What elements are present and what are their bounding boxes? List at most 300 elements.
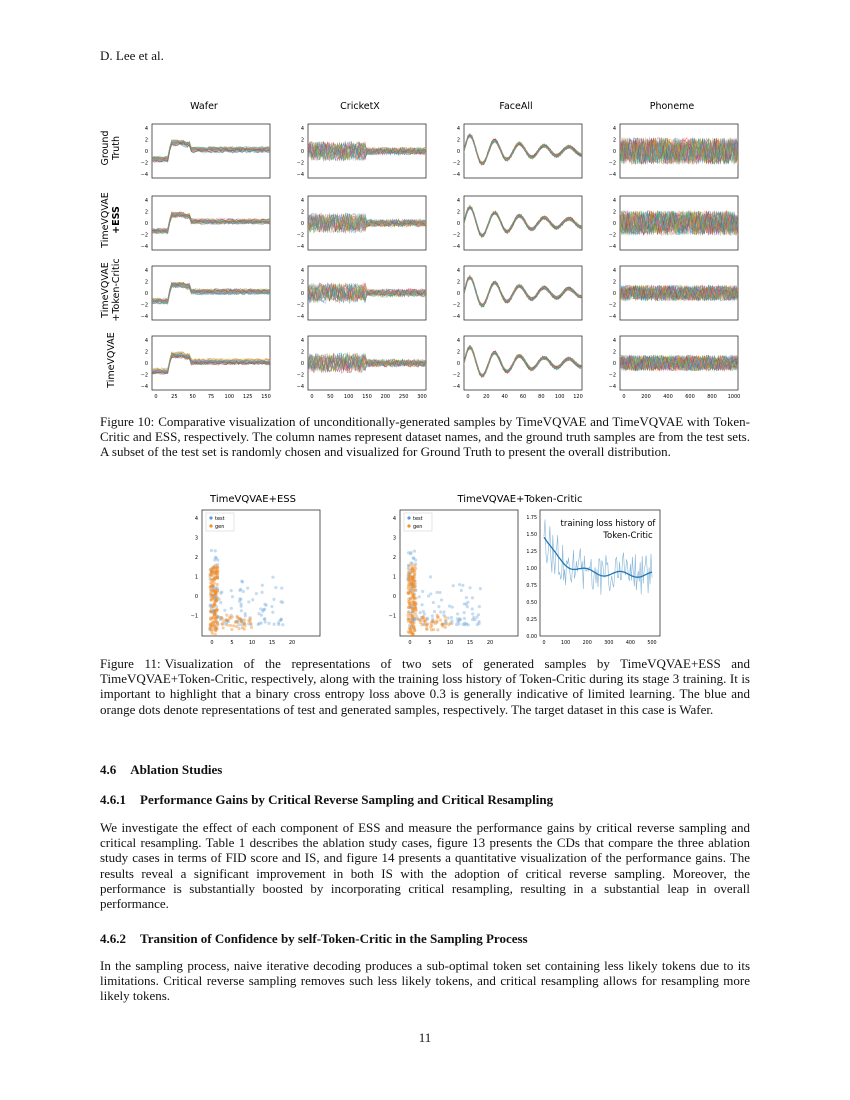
y-tick-label: −4	[452, 384, 460, 390]
x-tick-label: 100	[224, 394, 235, 400]
legend-gen-marker	[407, 524, 410, 527]
gen-point	[441, 625, 444, 628]
y-tick-label: −2	[452, 160, 460, 167]
y-tick-label: −4	[452, 314, 460, 320]
panel-title-ess: TimeVQVAE+ESS	[210, 494, 296, 505]
gen-point	[444, 622, 447, 625]
test-point	[260, 614, 263, 617]
y-tick-label: −2	[140, 160, 148, 167]
gen-point	[425, 624, 428, 627]
y-tick-label: 0	[144, 221, 148, 227]
column-title-wafer: Wafer	[190, 101, 218, 112]
panel-r1-c0	[141, 196, 270, 250]
test-point	[422, 610, 425, 613]
legend-gen-label: gen	[215, 524, 225, 530]
y-tick-label: 0	[300, 149, 304, 155]
y-tick-label: −4	[452, 172, 460, 178]
y-tick-label: −4	[608, 244, 616, 250]
gen-point	[410, 564, 413, 567]
y-tick-label: 4	[456, 338, 460, 344]
test-point	[452, 584, 455, 587]
gen-point	[225, 614, 228, 617]
legend-test-label: test	[413, 516, 423, 522]
gen-point	[240, 620, 243, 623]
gen-point	[406, 614, 409, 617]
gen-point	[243, 618, 246, 621]
paragraph-4-6-1: We investigate the effect of each component of ESS and measure the performance gains by critical reverse sampling and critical resampling. Table 1 describes the ablation study cases, figure 13 presents the CDs that compare the three ablation study cases in terms of FID score and IS, and figure 14 presents a quantitative visualization of the performance gains. The results reveal a significant improvement in both IS with the adoption of critical reverse sampling. Moreover, the performance is substantially boosted by incorporating critical resampling, resulting in a substantial leap in overall performance.	[100, 820, 750, 912]
x-tick-label: 100	[343, 394, 354, 400]
gen-point	[436, 628, 439, 631]
y-tick-label: −2	[608, 160, 616, 167]
gen-point	[407, 564, 410, 567]
test-point	[471, 612, 474, 615]
row-labels	[100, 131, 122, 389]
gen-point	[214, 587, 217, 590]
gen-point	[409, 602, 412, 605]
gen-point	[229, 624, 232, 627]
y-tick-label: −4	[452, 244, 460, 250]
y-tick-label: 4	[456, 126, 460, 132]
y-tick-label: 0	[456, 221, 460, 227]
y-tick-label: −2	[140, 372, 148, 379]
y-tick-label: 0.75	[526, 583, 537, 589]
column-title-phoneme: Phoneme	[649, 101, 695, 112]
gen-point	[228, 617, 231, 620]
test-point	[240, 580, 243, 583]
y-tick-label: 2	[300, 209, 304, 216]
test-point	[467, 623, 470, 626]
y-tick-label: 4	[300, 198, 304, 204]
y-tick-label: −4	[296, 244, 304, 250]
test-point	[230, 607, 233, 610]
y-tick-label: 2	[194, 555, 198, 561]
y-tick-label: 1.75	[526, 515, 537, 521]
test-point	[223, 609, 226, 612]
gen-point	[444, 619, 447, 622]
figure-10	[90, 96, 750, 408]
y-tick-label: 2	[144, 279, 148, 286]
gen-point	[423, 620, 426, 623]
y-tick-label: 0	[144, 361, 148, 367]
gen-point	[407, 606, 410, 609]
y-tick-label: 1.50	[526, 532, 537, 538]
test-point	[418, 595, 421, 598]
test-point	[272, 623, 275, 626]
panel-r3-c1	[297, 336, 427, 400]
gen-point	[212, 566, 215, 569]
panel-r2-c3	[609, 266, 738, 320]
y-tick-label: 4	[456, 198, 460, 204]
scatter-token-critic	[389, 510, 518, 646]
test-point	[281, 623, 284, 626]
gen-point	[235, 625, 238, 628]
gen-point	[210, 570, 213, 573]
y-tick-label: −2	[296, 232, 304, 239]
y-tick-label: −2	[608, 232, 616, 239]
gen-point	[230, 628, 233, 631]
y-tick-label: 4	[612, 126, 616, 132]
gen-point	[407, 618, 410, 621]
test-point	[263, 618, 266, 621]
y-tick-label: 0	[300, 221, 304, 227]
x-tick-label: 50	[327, 394, 334, 400]
y-tick-label: −4	[296, 172, 304, 178]
test-point	[261, 584, 264, 587]
gen-point	[211, 584, 214, 587]
paragraph-4-6-2: In the sampling process, naive iterative decoding produces a sub-optimal token set containing less likely tokens due to its limitations. Critical reverse sampling removes such less likely tokens, and critical resampling allows for resampling more likely tokens.	[100, 958, 750, 1004]
test-point	[247, 600, 250, 603]
gen-point	[425, 628, 428, 631]
y-tick-label: 0	[612, 149, 616, 155]
x-tick-label: 200	[380, 394, 391, 400]
panel-r0-c3	[609, 124, 738, 178]
gen-point	[407, 611, 410, 614]
panel-r3-c3	[609, 336, 741, 400]
panel-r1-c3	[609, 196, 738, 250]
y-tick-label: 2	[300, 137, 304, 144]
test-point	[433, 610, 436, 613]
test-point	[271, 576, 274, 579]
y-tick-label: 0.25	[526, 617, 537, 623]
gen-point	[216, 566, 219, 569]
test-point	[471, 596, 474, 599]
x-tick-label: 600	[685, 394, 695, 400]
x-tick-label: 5	[428, 640, 432, 646]
column-title-cricketx: CricketX	[340, 101, 380, 112]
test-point	[466, 601, 469, 604]
gen-point	[410, 569, 413, 572]
y-tick-label: 4	[612, 268, 616, 274]
gen-point	[210, 606, 213, 609]
y-tick-label: −4	[296, 384, 304, 390]
svg-text:Token-Critic: Token-Critic	[603, 531, 653, 541]
test-point	[447, 616, 450, 619]
gen-point	[209, 581, 212, 584]
gen-point	[435, 621, 438, 624]
test-point	[456, 612, 459, 615]
test-point	[214, 549, 217, 552]
y-tick-label: 0	[456, 291, 460, 297]
gen-point	[414, 567, 417, 570]
y-tick-label: −2	[296, 160, 304, 167]
x-tick-label: 300	[604, 641, 614, 646]
test-point	[478, 605, 481, 608]
test-point	[456, 620, 459, 623]
test-point	[459, 618, 462, 621]
legend	[206, 513, 234, 531]
y-tick-label: 0	[144, 149, 148, 155]
test-point	[477, 613, 480, 616]
gen-point	[432, 628, 435, 631]
test-point	[458, 583, 461, 586]
test-point	[230, 589, 233, 592]
x-tick-label: 0	[466, 394, 470, 400]
test-point	[438, 591, 441, 594]
y-tick-label: 2	[144, 209, 148, 216]
page-number: 11	[418, 1030, 432, 1045]
x-tick-label: 10	[248, 640, 256, 646]
y-tick-label: 0	[194, 594, 198, 600]
legend-gen-label: gen	[413, 524, 423, 530]
test-point	[244, 612, 247, 615]
x-tick-label: 400	[625, 641, 635, 646]
y-tick-label: 0	[612, 291, 616, 297]
x-tick-label: 50	[189, 394, 196, 400]
test-point	[274, 586, 277, 589]
test-point	[440, 598, 443, 601]
y-tick-label: 2	[144, 137, 148, 144]
x-tick-label: 0	[154, 394, 158, 400]
test-point	[242, 590, 245, 593]
test-point	[213, 558, 216, 561]
panel-r2-c0	[141, 266, 270, 320]
y-tick-label: −4	[608, 314, 616, 320]
y-tick-label: 4	[456, 268, 460, 274]
gen-point	[413, 564, 416, 567]
y-tick-label: 0	[456, 149, 460, 155]
test-point	[450, 616, 453, 619]
x-tick-label: 0	[408, 640, 412, 646]
y-tick-label: 0	[300, 361, 304, 367]
x-tick-label: 20	[486, 640, 494, 646]
y-tick-label: 1	[194, 574, 198, 581]
panel-r0-c0	[141, 124, 270, 178]
y-tick-label: 4	[612, 338, 616, 344]
test-point	[463, 611, 466, 614]
x-tick-label: 250	[398, 394, 409, 400]
y-tick-label: 0	[612, 361, 616, 367]
gen-point	[210, 574, 213, 577]
y-tick-label: 2	[456, 279, 460, 286]
gen-point	[408, 581, 411, 584]
legend-test-marker	[209, 516, 212, 519]
y-tick-label: 2	[456, 137, 460, 144]
y-tick-label: −2	[296, 302, 304, 309]
x-tick-label: 300	[417, 394, 427, 400]
y-tick-label: −2	[140, 302, 148, 309]
gen-point	[238, 617, 241, 620]
figure-11	[160, 488, 680, 646]
y-tick-label: 2	[612, 279, 616, 286]
gen-point	[414, 588, 417, 591]
y-tick-label: −2	[452, 232, 460, 239]
scatter-ess	[191, 510, 320, 646]
y-tick-label: 0	[456, 361, 460, 367]
y-tick-label: 4	[612, 198, 616, 204]
x-tick-label: 120	[573, 394, 583, 400]
test-point	[463, 617, 466, 620]
gen-point	[225, 619, 228, 622]
y-tick-label: 0.00	[526, 635, 537, 640]
gen-point	[407, 630, 410, 633]
y-tick-label: −2	[608, 372, 616, 379]
test-point	[409, 552, 412, 555]
subsection-heading-4-6-2: 4.6.2 Transition of Confidence by self-Token-Critic in the Sampling Process	[100, 931, 528, 946]
y-tick-label: 2	[456, 349, 460, 356]
gen-point	[212, 625, 215, 628]
section-heading: 4.6 Ablation Studies	[100, 762, 223, 777]
gen-point	[413, 573, 416, 576]
test-point	[420, 603, 423, 606]
gen-point	[429, 625, 432, 628]
test-point	[258, 622, 261, 625]
test-point	[463, 602, 466, 605]
gen-point	[213, 603, 216, 606]
y-tick-label: −4	[140, 172, 148, 178]
test-point	[463, 623, 466, 626]
test-point	[270, 605, 273, 608]
y-tick-label: 2	[612, 349, 616, 356]
y-tick-label: 1	[392, 574, 396, 581]
gen-point	[420, 623, 423, 626]
gen-point	[213, 613, 216, 616]
test-point	[240, 609, 243, 612]
gen-point	[250, 626, 253, 629]
gen-point	[215, 608, 218, 611]
gen-point	[411, 583, 414, 586]
row-label-ess: TimeVQVAE+ESS	[100, 192, 122, 248]
x-tick-label: 75	[207, 394, 215, 400]
y-tick-label: −4	[140, 384, 148, 390]
test-point	[476, 623, 479, 626]
x-tick-label: 60	[519, 394, 527, 400]
x-tick-label: 200	[582, 641, 592, 646]
gen-point	[216, 569, 219, 572]
test-point	[437, 605, 440, 608]
test-point	[451, 606, 454, 609]
legend-test-marker	[407, 516, 410, 519]
test-point	[448, 604, 451, 607]
x-tick-label: 200	[641, 394, 651, 400]
test-point	[461, 584, 464, 587]
svg-text:training loss history of: training loss history of	[560, 519, 656, 529]
y-tick-label: 4	[300, 268, 304, 274]
gen-point	[418, 619, 421, 622]
gen-point	[214, 628, 217, 631]
test-point	[466, 605, 469, 608]
x-tick-label: 100	[561, 641, 571, 646]
test-point	[271, 611, 274, 614]
gen-point	[243, 624, 246, 627]
y-tick-label: 4	[300, 126, 304, 132]
y-tick-label: 4	[300, 338, 304, 344]
test-point	[414, 558, 417, 561]
panel-title-token-critic: TimeVQVAE+Token-Critic	[457, 494, 583, 505]
y-tick-label: 0	[144, 291, 148, 297]
test-point	[442, 610, 445, 613]
gen-point	[411, 615, 414, 618]
x-tick-label: 10	[446, 640, 454, 646]
x-tick-label: 20	[483, 394, 490, 400]
figure-11-caption: Figure 11: Visualization of the representations of two sets of generated samples by TimeVQVAE+ESS and TimeVQVAE+Token-Critic, respectively, along with the training loss history of Token-Critic during its stage 3 training. It is important to highlight that a binary cross entropy loss above 0.3 is generally indicative of limited learning. The blue and orange dots denote representations of test and generated samples, respectively. The target dataset in this case is Wafer.	[100, 656, 751, 717]
y-tick-label: 4	[392, 516, 396, 522]
test-point	[210, 549, 213, 552]
gen-point	[411, 621, 414, 624]
y-tick-label: 4	[144, 268, 148, 274]
test-point	[240, 602, 243, 605]
legend	[404, 513, 432, 531]
y-tick-label: −4	[140, 244, 148, 250]
test-point	[419, 611, 422, 614]
gen-point	[219, 616, 222, 619]
gen-point	[412, 594, 415, 597]
y-tick-label: 1.25	[526, 549, 537, 555]
y-tick-label: 2	[612, 137, 616, 144]
x-tick-label: 1000	[727, 394, 741, 400]
row-label-timevqvae: TimeVQVAE	[106, 332, 117, 388]
gen-point	[211, 632, 214, 635]
gen-point	[243, 627, 246, 630]
gen-point	[413, 602, 416, 605]
y-tick-label: 4	[194, 516, 198, 522]
y-tick-label: −4	[608, 172, 616, 178]
y-tick-label: 2	[300, 279, 304, 286]
test-point	[265, 604, 268, 607]
test-point	[471, 607, 474, 610]
gen-point	[216, 583, 219, 586]
gen-point	[408, 574, 411, 577]
gen-point	[237, 627, 240, 630]
panel-r0-c1	[297, 124, 426, 178]
gen-point	[211, 597, 214, 600]
gen-point	[210, 610, 213, 613]
test-point	[267, 622, 270, 625]
gen-point	[444, 615, 447, 618]
y-tick-label: 2	[300, 349, 304, 356]
test-point	[255, 592, 258, 595]
test-point	[431, 614, 434, 617]
gen-point	[232, 624, 235, 627]
gen-point	[216, 622, 219, 625]
test-point	[468, 586, 471, 589]
y-tick-label: 0	[300, 291, 304, 297]
subsection-heading-4-6-1: 4.6.1 Performance Gains by Critical Reverse Sampling and Critical Resampling	[100, 792, 554, 807]
y-tick-label: 2	[144, 349, 148, 356]
gen-point	[411, 633, 414, 636]
x-tick-label: 0	[542, 641, 546, 646]
x-tick-label: 800	[707, 394, 717, 400]
gen-point	[209, 593, 212, 596]
y-tick-label: −4	[140, 314, 148, 320]
test-point	[260, 591, 263, 594]
gen-point	[432, 620, 435, 623]
figure-10-caption: Figure 10: Comparative visualization of unconditionally-generated samples by TimeVQVAE and TimeVQVAE with Token-Critic and ESS, respectively. The column names represent dataset names, and the ground truth samples are from the test sets. A subset of the test set is randomly chosen and visualized for Ground Truth to present the overall distribution.	[100, 414, 750, 460]
gen-point	[209, 588, 212, 591]
gen-point	[234, 621, 237, 624]
x-tick-label: 20	[288, 640, 296, 646]
test-point	[280, 618, 283, 621]
y-tick-label: 0	[392, 594, 396, 600]
y-tick-label: −1	[190, 613, 198, 620]
gen-point	[214, 633, 217, 636]
test-point	[279, 600, 282, 603]
x-tick-label: 0	[210, 640, 214, 646]
test-point	[479, 587, 482, 590]
gen-point	[414, 612, 417, 615]
y-tick-label: −2	[608, 302, 616, 309]
gen-point	[447, 623, 450, 626]
gen-point	[247, 619, 250, 622]
gen-point	[439, 619, 442, 622]
row-label-token-critic: TimeVQVAE+Token-Critic	[100, 258, 122, 322]
gen-point	[222, 626, 225, 629]
gen-point	[214, 593, 217, 596]
gen-point	[215, 599, 218, 602]
gen-point	[209, 616, 212, 619]
test-point	[477, 620, 480, 623]
y-tick-label: −2	[452, 372, 460, 379]
panel-r3-c2	[453, 336, 583, 400]
